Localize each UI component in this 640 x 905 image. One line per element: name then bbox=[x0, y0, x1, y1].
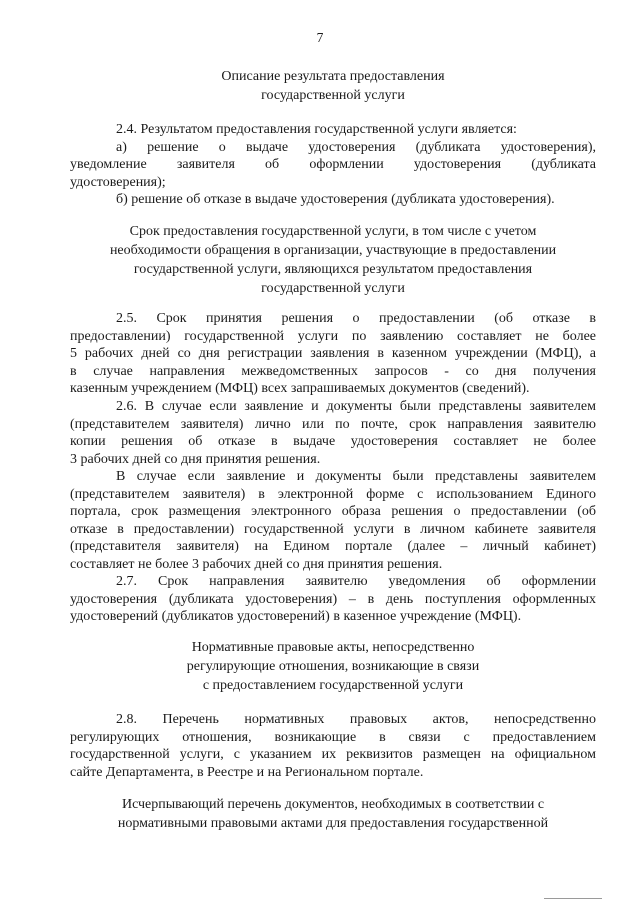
text-line: (представителя заявителя) на Едином портале (далее – личный кабинет) bbox=[70, 539, 596, 554]
paragraph-2-4 bbox=[70, 121, 596, 209]
heading-line: Срок предоставления государственной услуги, в том числе с учетом bbox=[129, 224, 537, 239]
section-heading-documents bbox=[70, 795, 596, 833]
heading-line: Исчерпывающий перечень документов, необходимых в соответствии с bbox=[121, 797, 545, 812]
scan-edge-line bbox=[544, 898, 602, 899]
text-line: уведомление заявителя об оформлении удостоверения (дубликата bbox=[70, 157, 596, 172]
text-line: 3 рабочих дней со дня принятия решения. bbox=[70, 451, 321, 467]
text-line: б) решение об отказе в выдаче удостоверения (дубликата удостоверения). bbox=[116, 192, 555, 207]
heading-line: с предоставлением государственной услуги bbox=[202, 678, 464, 693]
text-line: государственной услуги, с указанием их реквизитов размещен на официальном bbox=[70, 747, 596, 762]
text-line: 2.4. Результатом предоставления государственной услуги является: bbox=[116, 122, 517, 137]
text-line: сайте Департамента, в Реестре и на Региональном портале. bbox=[70, 764, 424, 780]
text-line: удостоверений (дубликатов удостоверений) в казенное учреждение (МФЦ). bbox=[70, 609, 522, 624]
text-line: 2.8. Перечень нормативных правовых актов, непосредственно bbox=[116, 712, 596, 727]
text-line: 5 рабочих дней со дня регистрации заявления в казенном учреждении (МФЦ), а bbox=[70, 346, 596, 361]
text-line: (представителем заявителя) лично или по почте, срок направления заявителю bbox=[70, 416, 596, 432]
text-line: В случае если заявление и документы были представлены заявителем bbox=[116, 469, 596, 484]
paragraph-2-6-continued bbox=[70, 468, 596, 573]
text-line: составляет не более 3 рабочих дней со дня принятия решения. bbox=[70, 556, 443, 572]
heading-line: Описание результата предоставления bbox=[221, 69, 445, 84]
text-line: удостоверения (дубликата удостоверения) – в день поступления оформленных bbox=[70, 591, 596, 607]
page-number: 7 bbox=[316, 30, 324, 45]
text-line: в случае направления межведомственных запросов - со дня получения bbox=[70, 363, 596, 379]
text-line: 2.7. Срок направления заявителю уведомления об оформлении bbox=[116, 574, 596, 589]
heading-line: Нормативные правовые акты, непосредственно bbox=[191, 640, 475, 655]
text-line: 2.6. В случае если заявление и документы были представлены заявителем bbox=[116, 399, 596, 414]
text-line: а) решение о выдаче удостоверения (дубликата удостоверения), bbox=[116, 139, 596, 155]
heading-line: необходимости обращения в организации, участвующие в предоставлении bbox=[109, 243, 557, 258]
text-line: отказе в предоставлении) государственной услуги в личном кабинете заявителя bbox=[70, 521, 596, 537]
text-line: (представителем заявителя) в электронной форме с использованием Единого bbox=[70, 486, 596, 502]
heading-line: регулирующие отношения, возникающие в связи bbox=[186, 659, 480, 674]
heading-line: нормативными правовыми актами для предоставления государственной bbox=[117, 816, 549, 831]
section-heading-result bbox=[70, 67, 596, 105]
section-heading-deadline bbox=[70, 222, 596, 298]
heading-line: государственной услуги, являющихся результатом предоставления bbox=[133, 262, 533, 277]
paragraph-2-8 bbox=[70, 711, 596, 781]
heading-line: государственной услуги bbox=[261, 281, 405, 296]
paragraph-2-5 bbox=[70, 310, 596, 398]
text-line: регулирующих отношения, возникающие в связи с предоставлением bbox=[70, 729, 596, 745]
paragraph-2-7 bbox=[70, 573, 596, 626]
text-line: предоставлении) государственной услуги по заявлению составляет не более bbox=[70, 328, 596, 344]
text-line: 2.5. Срок принятия решения о предоставлении (об отказе в bbox=[116, 311, 596, 326]
paragraph-2-6 bbox=[70, 398, 596, 468]
text-line: копии решения об отказе в выдаче удостоверения составляет не более bbox=[70, 434, 596, 449]
section-heading-legal-acts bbox=[70, 638, 596, 695]
heading-line: государственной услуги bbox=[261, 88, 405, 103]
text-line: удостоверения); bbox=[70, 174, 166, 190]
text-line: портала, срок размещения электронного образа решения о предоставлении (об bbox=[70, 504, 596, 519]
text-line: казенным учреждением (МФЦ) всех запрашиваемых документов (сведений). bbox=[70, 381, 530, 396]
